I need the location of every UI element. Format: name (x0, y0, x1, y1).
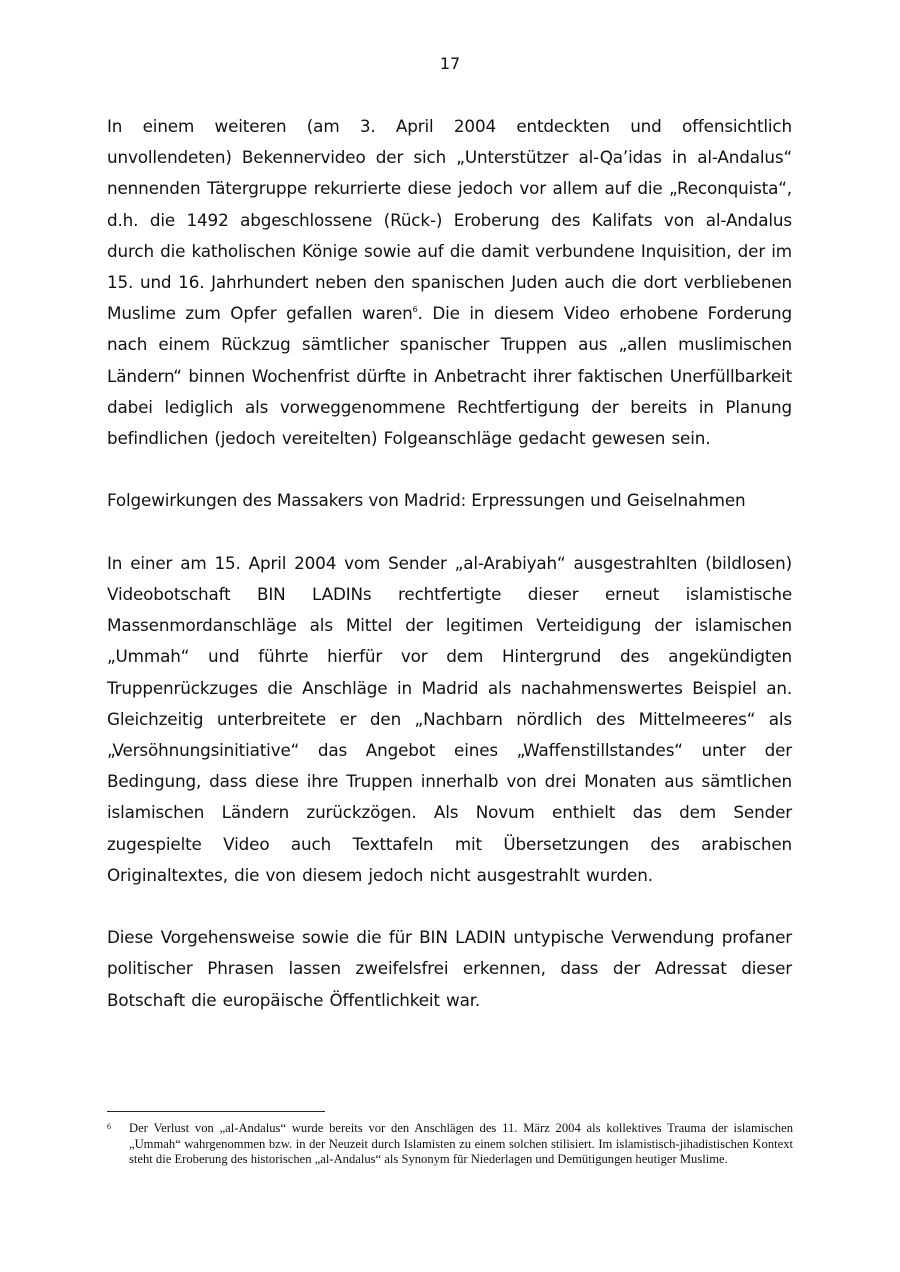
page-number: 17 (439, 54, 461, 73)
paragraph-3: Diese Vorgehensweise sowie die für BIN LADIN untypische Verwendung profaner politischer Phrasen lassen zweifelsfrei erkennen, dass der Adressat dieser Botschaft die europäische Öffentlichkeit war. (107, 927, 792, 1010)
section-heading: Folgewirkungen des Massakers von Madrid: Erpressungen und Geiselnahmen (107, 490, 746, 511)
main-text (107, 111, 792, 1016)
footnote-text: Der Verlust von „al-Andalus“ wurde bereits vor den Anschlägen des 11. März 2004 als kollektives Trauma der islamischen „Ummah“ wahrgenommen bzw. in der Neuzeit durch Islamisten zu einem solchen stilisiert. Im islamistisch-jihadistischen Kontext steht die Eroberung des historischen „al-Andalus“ als Synonym für Niederlagen und Demütigungen heutiger Muslime. (129, 1121, 793, 1167)
paragraph-1-text: In einem weiteren (am 3. April 2004 entdeckten und offensichtlich unvollendeten) Bekennervideo der sich „Unterstützer al-Qa’idas in al-Andalus“ nennenden Tätergruppe rekurrierte diese jedoch vor allem auf die „Reconquista“, d.h. die 1492 abgeschlossene (Rück-) Eroberung des Kalifats von al-Andalus durch die katholischen Könige sowie auf die damit verbundene Inquisition, der im 15. und 16. Jahrhundert neben den spanischen Juden auch die dort verbliebenen Muslime zum Opfer gefallen waren (107, 116, 792, 324)
paragraph-2: In einer am 15. April 2004 vom Sender „al-Arabiyah“ ausgestrahlten (bildlosen) Videobotschaft BIN LADINs rechtfertigte dieser erneut islamistische Massenmordanschläge als Mittel der legitimen Verteidigung der islamischen „Ummah“ und führte hierfür vor dem Hintergrund des angekündigten Truppenrückzuges die Anschläge in Madrid als nachahmenswertes Beispiel an. Gleichzeitig unterbreitete er den „Nachbarn nördlich des Mittelmeeres“ als „Versöhnungsinitiative“ das Angebot eines „Waffenstillstandes“ unter der Bedingung, dass diese ihre Truppen innerhalb von drei Monaten aus sämtlichen islamischen Ländern zurückzögen. Als Novum enthielt das dem Sender zugespielte Video auch Texttafeln mit Übersetzungen des arabischen Originaltextes, die von diesem jedoch nicht ausgestrahlt wurden. (107, 552, 792, 885)
footnote-separator (107, 1111, 325, 1112)
footnote-number: 6 (107, 1122, 111, 1131)
paragraph-1 (107, 111, 792, 454)
paragraph-1-text-continued: . Die in diesem Video erhobene Forderung nach einem Rückzug sämtlicher spanischer Truppen aus „allen muslimischen Ländern“ binnen Wochenfrist dürfte in Anbetracht ihrer faktischen Unerfüllbarkeit dabei lediglich als vorweggenommene Rechtfertigung der bereits in Planung befindlichen (jedoch vereitelten) Folgeanschläge gedacht gewesen sein. (107, 303, 792, 449)
footnote-reference[interactable]: 6 (412, 305, 418, 315)
footnote (107, 1121, 793, 1168)
